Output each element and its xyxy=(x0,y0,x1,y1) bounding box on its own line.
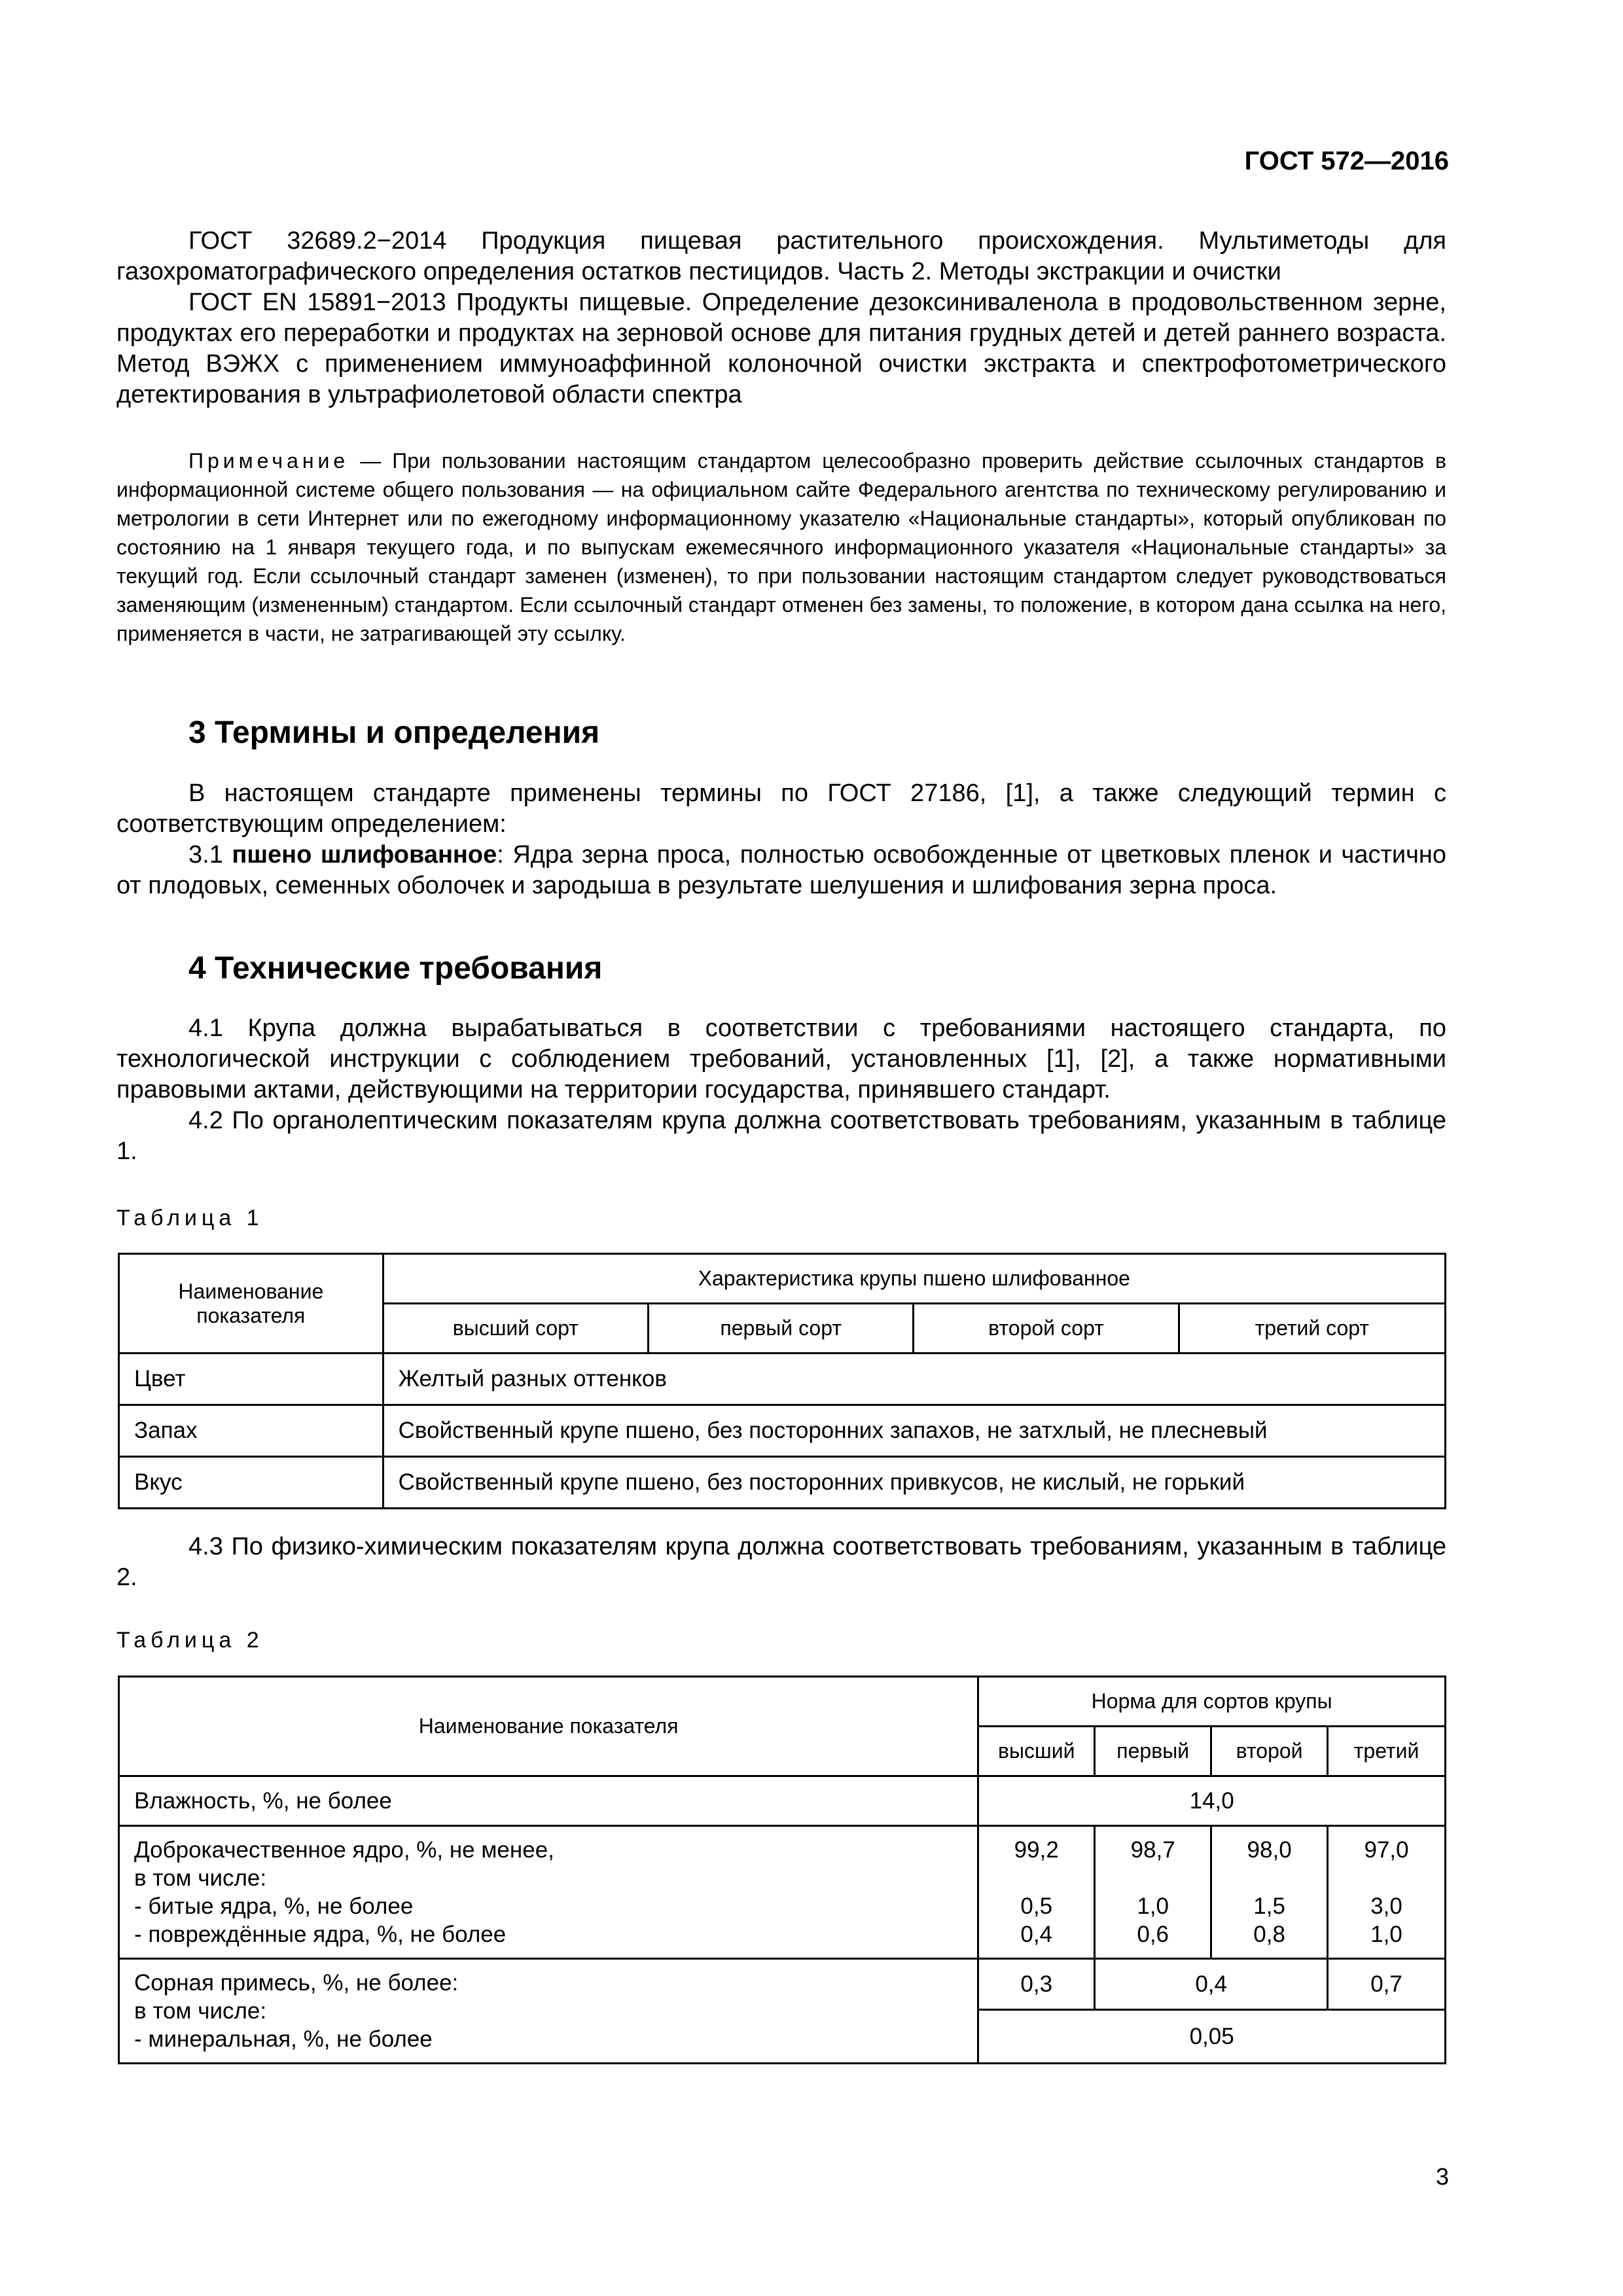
indicator-line: - повреждённые ядра, %, не более xyxy=(134,1922,507,1947)
indicator-line: Доброкачественное ядро, %, не менее, xyxy=(134,1837,554,1863)
indicator-name: Влажность, %, не более xyxy=(119,1776,978,1826)
grade-value: 98,0 xyxy=(1247,1837,1292,1863)
table-2-caption: Таблица 2 xyxy=(116,1628,264,1653)
page-number: 3 xyxy=(1435,2163,1449,2190)
spacer xyxy=(1110,1864,1196,1892)
table-1-caption: Таблица 1 xyxy=(116,1206,264,1230)
grade-value: 98,7 xyxy=(1130,1837,1175,1863)
note xyxy=(116,446,1446,648)
column-header-grade: первый xyxy=(1095,1727,1211,1776)
term-number: 3.1 xyxy=(188,841,232,869)
grade-value: 0,3 xyxy=(978,1959,1095,2010)
table-1 xyxy=(118,1253,1446,1509)
indicator-name: Запах xyxy=(119,1405,383,1457)
section-4-body xyxy=(116,1013,1446,1167)
indicator-line: в том числе: xyxy=(134,1865,267,1891)
grade-value: 0,6 xyxy=(1137,1922,1169,1947)
grade-value: 97,0 xyxy=(1364,1837,1409,1863)
grade-value: 0,7 xyxy=(1328,1959,1446,2010)
column-header-grade: первый сорт xyxy=(649,1304,914,1354)
indicator-value: Желтый разных оттенков xyxy=(383,1354,1445,1405)
section-4-title: 4 Технические требования xyxy=(188,951,603,986)
grade-value: 0,4 xyxy=(1020,1922,1053,1947)
note-label: Примечание xyxy=(188,449,349,473)
standard-designation: ГОСТ 572—2016 xyxy=(1244,147,1449,175)
indicator-value: Свойственный крупе пшено, без посторонних привкусов, не кислый, не горький xyxy=(383,1457,1445,1509)
column-header-grade: второй сорт xyxy=(914,1304,1179,1354)
indicator-name xyxy=(119,1959,978,2064)
term: пшено шлифованное xyxy=(232,841,497,869)
table-header-row xyxy=(119,1677,1446,1727)
table-row xyxy=(119,1826,1446,1959)
grade-value: 1,0 xyxy=(1137,1893,1169,1919)
grade-value-cell xyxy=(1095,1826,1211,1959)
grade-value-cell xyxy=(1328,1826,1446,1959)
grade-value-cell xyxy=(978,1826,1095,1959)
indicator-value: 14,0 xyxy=(978,1776,1446,1826)
table-2 xyxy=(118,1676,1446,2064)
column-header-grade: третий xyxy=(1328,1727,1446,1776)
column-header-grade: второй xyxy=(1211,1727,1328,1776)
column-header-indicator: Наименование показателя xyxy=(119,1677,978,1776)
table-row xyxy=(119,1776,1446,1826)
grade-value: 3,0 xyxy=(1370,1893,1402,1919)
term-definition xyxy=(116,840,1446,901)
indicator-name: Цвет xyxy=(119,1354,383,1405)
spacer xyxy=(1343,1864,1430,1892)
section-4-body-continued xyxy=(116,1532,1446,1593)
grade-value: 99,2 xyxy=(1014,1837,1059,1863)
column-header-grade: высший xyxy=(978,1727,1095,1776)
grade-value: 0,5 xyxy=(1020,1893,1053,1919)
table-row xyxy=(119,1354,1446,1405)
table-row xyxy=(119,1959,1446,2010)
indicator-name xyxy=(119,1826,978,1959)
indicator-value: Свойственный крупе пшено, без посторонних запахов, не затхлый, не плесневый xyxy=(383,1405,1445,1457)
indicator-line: - битые ядра, %, не более xyxy=(134,1893,414,1919)
reference-item: ГОСТ 32689.2−2014 Продукция пищевая растительного происхождения. Мультиметоды для газохроматографического определения остатков пестицидов. Часть 2. Методы экстракции и очистки xyxy=(116,227,1446,285)
grade-value: 0,4 xyxy=(1095,1959,1328,2010)
table-header-row xyxy=(119,1254,1446,1304)
grade-value: 0,05 xyxy=(978,2009,1446,2063)
clause-4-1: 4.1 Крупа должна вырабатываться в соответствии с требованиями настоящего стандарта, по технологической инструкции с соблюдением требований, установленных [1], [2], а также нормативными правовыми актами, действующими на территории государства, принявшего стандарт. xyxy=(116,1014,1446,1103)
grade-value: 1,5 xyxy=(1253,1893,1285,1919)
section-3-intro: В настоящем стандарте применены термины по ГОСТ 27186, [1], а также следующий термин с соответствующим определением: xyxy=(116,780,1446,838)
table-row xyxy=(119,1457,1446,1509)
section-3-body xyxy=(116,778,1446,901)
spacer xyxy=(1226,1864,1312,1892)
clause-4-3: 4.3 По физико-химическим показателям крупа должна соответствовать требованиям, указанным в таблице 2. xyxy=(116,1533,1446,1591)
column-header-grade: третий сорт xyxy=(1179,1304,1445,1354)
note-text: — При пользовании настоящим стандартом целесообразно проверить действие ссылочных стандартов в информационной системе общего пользования — на официальном сайте Федерального агентства по техническому регулированию и метрологии в сети Интернет или по ежегодному информационному указателю «Национальные стандарты», который опубликован по состоянию на 1 января текущего года, и по выпускам ежемесячного информационного указателя «Национальные стандарты» за текущий год. Если ссылочный стандарт заменен (изменен), то при пользовании настоящим стандартом следует руководствоваться заменяющим (измененным) стандартом. Если ссылочный стандарт отменен без замены, то положение, в котором дана ссылка на него, применяется в части, не затрагивающей эту ссылку. xyxy=(116,449,1446,645)
column-header-group: Норма для сортов крупы xyxy=(978,1677,1446,1727)
grade-value: 1,0 xyxy=(1370,1922,1402,1947)
indicator-line: в том числе: xyxy=(134,1998,267,2024)
column-header-indicator: Наименование показателя xyxy=(119,1254,383,1354)
indicator-line: Сорная примесь, %, не более: xyxy=(134,1970,459,1996)
reference-item: ГОСТ EN 15891−2013 Продукты пищевые. Определение дезоксиниваленола в продовольственном зерне, продуктах его переработки и продуктах на зерновой основе для питания грудных детей и детей раннего возраста. Метод ВЭЖХ с применением иммуноаффинной колоночной очистки экстракта и спектрофотометрического детектирования в ультрафиолетовой области спектра xyxy=(116,289,1446,408)
column-header-group: Характеристика крупы пшено шлифованное xyxy=(383,1254,1445,1304)
indicator-line: - минеральная, %, не более xyxy=(134,2026,433,2052)
normative-references xyxy=(116,226,1446,410)
indicator-name: Вкус xyxy=(119,1457,383,1509)
section-3-title: 3 Термины и определения xyxy=(188,715,600,750)
spacer xyxy=(993,1864,1079,1892)
clause-4-2: 4.2 По органолептическим показателям крупа должна соответствовать требованиям, указанным в таблице 1. xyxy=(116,1107,1446,1165)
column-header-grade: высший сорт xyxy=(383,1304,648,1354)
term-definition-text: : Ядра зерна проса, полностью освобожденные от цветковых пленок и частично от плодовых, семенных оболочек и зародыша в результате шелушения и шлифования зерна проса. xyxy=(116,841,1446,899)
grade-value: 0,8 xyxy=(1253,1922,1285,1947)
grade-value-cell xyxy=(1211,1826,1328,1959)
table-row xyxy=(119,1405,1446,1457)
